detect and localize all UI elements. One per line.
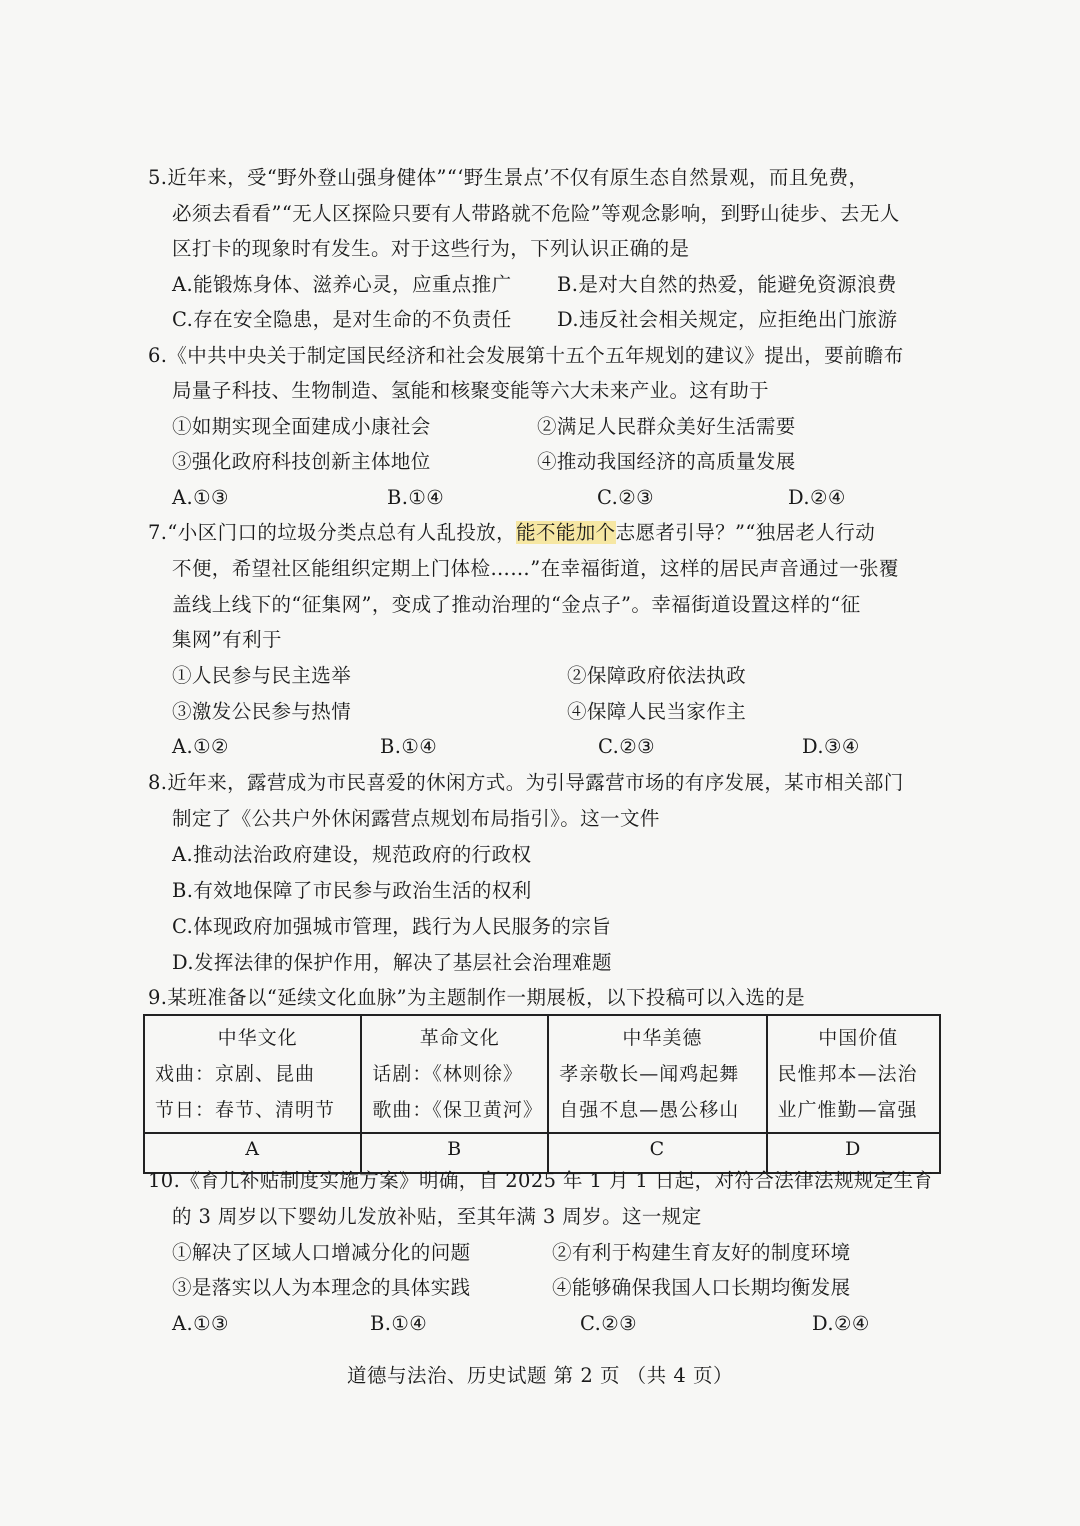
q6-stem-line-1: 6.《中共中央关于制定国民经济和社会发展第十五个五年规划的建议》提出，要前瞻布 [148, 344, 904, 367]
option-label-b: B [361, 1133, 548, 1173]
cell-d-line-2: 业广惟勤—富强 [777, 1099, 918, 1121]
q6-option-d: D.②④ [788, 486, 846, 509]
q7-stem-text-a: 7.“小区门口的垃圾分类点总有人乱投放， [148, 521, 517, 544]
q7-stem-line-3: 盖线上线下的“征集网”，变成了推动治理的“金点子”。幸福街道设置这样的“征 [172, 593, 861, 616]
q6-item-4: ④推动我国经济的高质量发展 [537, 450, 796, 473]
q6-item-1: ①如期实现全面建成小康社会 [172, 415, 431, 438]
q10-option-b: B.①④ [370, 1312, 428, 1335]
q10-item-1: ①解决了区域人口增减分化的问题 [172, 1241, 471, 1264]
q7-option-c: C.②③ [598, 735, 655, 758]
cell-d-line-1: 民惟邦本—法治 [777, 1063, 918, 1085]
q7-stem-text-b: 志愿者引导？”“独居老人行动 [615, 521, 876, 544]
column-heading-d: 中国价值 [818, 1027, 899, 1049]
column-heading-a: 中华文化 [217, 1027, 298, 1049]
q8-stem-line-2: 制定了《公共户外休闲露营点规划布局指引》。这一文件 [172, 807, 660, 830]
table-cell-c [548, 1015, 766, 1133]
q7-option-d: D.③④ [802, 735, 860, 758]
q8-stem-line-1: 8.近年来，露营成为市民喜爱的休闲方式。为引导露营市场的有序发展，某市相关部门 [148, 771, 904, 794]
q5-stem-line-1: 5.近年来，受“野外登山强身健体”“‘野生景点’不仅有原生态自然景观，而且免费， [148, 166, 869, 189]
q7-option-a: A.①② [172, 735, 229, 758]
cell-a-line-2: 节日：春节、清明节 [155, 1099, 336, 1121]
q7-item-3: ③激发公民参与热情 [172, 700, 352, 723]
q6-option-a: A.①③ [172, 486, 229, 509]
q5-stem-line-3: 区打卡的现象时有发生。对于这些行为，下列认识正确的是 [172, 237, 690, 260]
q10-stem-line-1: 10.《育儿补贴制度实施方案》明确，自 2025 年 1 月 1 日起，对符合法律法规规定生育 [148, 1169, 934, 1192]
q5-option-d: D.违反社会相关规定，应拒绝出门旅游 [557, 308, 898, 331]
table-row [144, 1015, 940, 1133]
cell-b-line-1: 话剧：《林则徐》 [372, 1063, 523, 1085]
page-footer: 道德与法治、历史试题 第 2 页 （共 4 页） [346, 1364, 733, 1387]
q5-option-c: C.存在安全隐患，是对生命的不负责任 [172, 308, 512, 331]
q10-option-a: A.①③ [172, 1312, 229, 1335]
cell-b-line-2: 歌曲：《保卫黄河》 [372, 1099, 543, 1121]
q7-highlighted-text: 能不能加个 [516, 521, 616, 544]
q7-stem-line-1 [148, 518, 875, 548]
q5-stem-line-2: 必须去看看”“无人区探险只要有人带路就不危险”等观念影响，到野山徒步、去无人 [172, 202, 900, 225]
cell-c-line-2: 自强不息—愚公移山 [559, 1099, 740, 1121]
table-cell-d [767, 1015, 940, 1133]
cell-c-line-1: 孝亲敬长—闻鸡起舞 [559, 1063, 740, 1085]
q9-options-table [143, 1014, 941, 1174]
cell-a-line-1: 戏曲：京剧、昆曲 [155, 1063, 316, 1085]
table-cell-a [144, 1015, 361, 1133]
q7-stem-line-4: 集网”有利于 [172, 628, 282, 651]
q10-option-c: C.②③ [580, 1312, 637, 1335]
q10-item-3: ③是落实以人为本理念的具体实践 [172, 1276, 471, 1299]
q10-item-4: ④能够确保我国人口长期均衡发展 [552, 1276, 851, 1299]
column-heading-c: 中华美德 [622, 1027, 703, 1049]
q6-item-2: ②满足人民群众美好生活需要 [537, 415, 796, 438]
q8-option-a: A.推动法治政府建设，规范政府的行政权 [172, 843, 532, 866]
q7-item-2: ②保障政府依法执政 [567, 664, 747, 687]
q10-stem-line-2: 的 3 周岁以下婴幼儿发放补贴，至其年满 3 周岁。这一规定 [172, 1205, 702, 1228]
q8-option-b: B.有效地保障了市民参与政治生活的权利 [172, 879, 532, 902]
q6-option-c: C.②③ [597, 486, 654, 509]
q6-option-b: B.①④ [387, 486, 445, 509]
option-label-c: C [548, 1133, 766, 1173]
q10-option-d: D.②④ [812, 1312, 870, 1335]
q8-option-d: D.发挥法律的保护作用，解决了基层社会治理难题 [172, 951, 612, 974]
q7-option-b: B.①④ [380, 735, 438, 758]
column-heading-b: 革命文化 [419, 1027, 500, 1049]
q7-item-4: ④保障人民当家作主 [567, 700, 747, 723]
q10-item-2: ②有利于构建生育友好的制度环境 [552, 1241, 851, 1264]
option-label-a: A [144, 1133, 361, 1173]
table-cell-b [361, 1015, 548, 1133]
q7-stem-line-2: 不便，希望社区能组织定期上门体检……”在幸福街道，这样的居民声音通过一张覆 [172, 557, 899, 580]
q8-option-c: C.体现政府加强城市管理，践行为人民服务的宗旨 [172, 915, 612, 938]
q6-stem-line-2: 局量子科技、生物制造、氢能和核聚变能等六大未来产业。这有助于 [172, 379, 770, 402]
q5-option-a: A.能锻炼身体、滋养心灵，应重点推广 [172, 273, 512, 296]
option-label-d: D [767, 1133, 940, 1173]
q5-option-b: B.是对大自然的热爱，能避免资源浪费 [557, 273, 897, 296]
q7-item-1: ①人民参与民主选举 [172, 664, 352, 687]
q6-item-3: ③强化政府科技创新主体地位 [172, 450, 431, 473]
q9-stem: 9.某班准备以“延续文化血脉”为主题制作一期展板，以下投稿可以入选的是 [148, 986, 806, 1009]
